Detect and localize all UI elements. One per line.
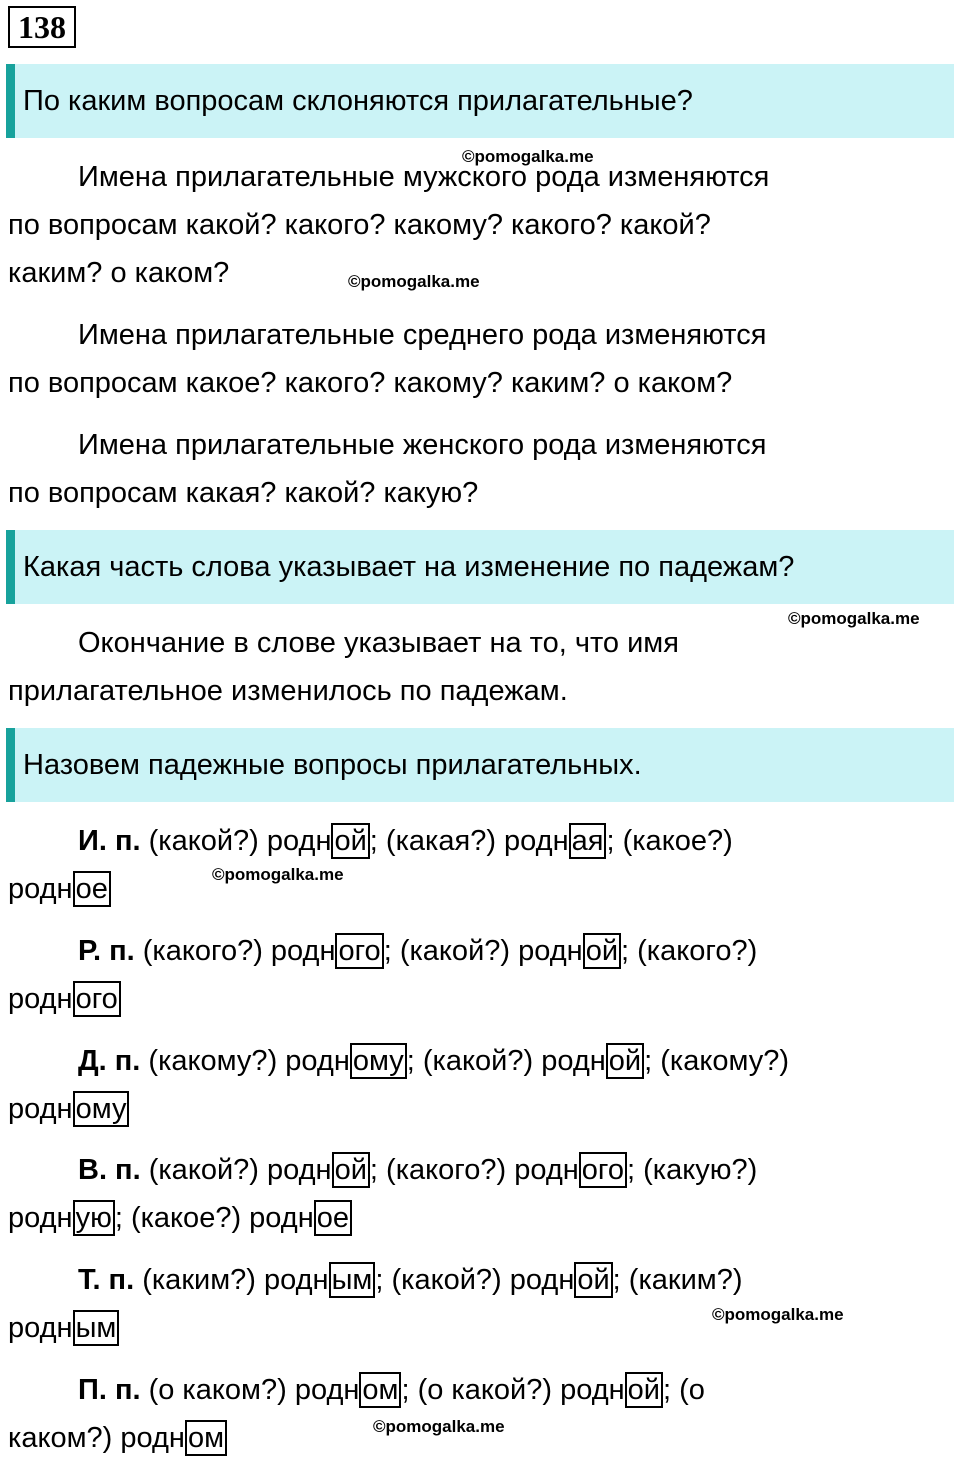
text-line: Имена прилагательные женского рода изменяются	[78, 429, 767, 461]
text-line: И. п. (какой?) родн ой ; (какая?) родн ая ; (какое?)	[78, 825, 733, 857]
ending-box: ым	[73, 1310, 120, 1346]
question-2-banner: Какая часть слова указывает на изменение по падежам?	[6, 530, 954, 604]
ending-box: ой	[625, 1372, 663, 1408]
ending-box: ое	[314, 1200, 352, 1236]
question-1-banner: По каким вопросам склоняются прилагательные?	[6, 64, 954, 138]
ending-box: ым	[329, 1262, 376, 1298]
ending-box: ой	[331, 823, 369, 859]
case-accusative	[8, 1146, 948, 1242]
text-line: по вопросам какая? какой? какую?	[8, 477, 479, 509]
ending-box: ой	[574, 1262, 612, 1298]
ending-box: ую	[73, 1200, 115, 1236]
case-instrumental	[8, 1256, 948, 1352]
text-line: по вопросам какой? какого? какому? какого? какой?	[8, 209, 711, 241]
case-abbr: Т. п.	[78, 1264, 135, 1296]
text-line: Имена прилагательные среднего рода изменяются	[78, 319, 767, 351]
case-abbr: Д. п.	[78, 1045, 141, 1077]
text-line: Т. п. (каким?) родн ым ; (какой?) родн ой ; (каким?)	[78, 1264, 743, 1296]
watermark: ©pomogalka.me	[462, 147, 594, 166]
text-line: родн ому	[8, 1085, 948, 1133]
ending-box: ой	[583, 933, 621, 969]
text-line: родн ое	[8, 865, 948, 913]
text-line: Р. п. (какого?) родн ого ; (какой?) родн ой ; (какого?)	[78, 935, 758, 967]
text-line: П. п. (о каком?) родн ом ; (о какой?) родн ой ; (о	[78, 1374, 705, 1406]
case-genitive	[8, 927, 948, 1023]
ending-box: ом	[359, 1372, 401, 1408]
text-line: Окончание в слове указывает на то, что имя	[78, 627, 679, 659]
case-abbr: И. п.	[78, 825, 141, 857]
case-dative	[8, 1037, 948, 1133]
case-abbr: П. п.	[78, 1374, 141, 1406]
case-nominative	[8, 817, 948, 913]
ending-box: ой	[332, 1152, 370, 1188]
watermark: ©pomogalka.me	[712, 1305, 844, 1324]
answer-1-feminine	[8, 421, 948, 517]
text-line: родн ого	[8, 975, 948, 1023]
q-wrap-end: каком?)	[8, 1422, 113, 1454]
text-line: каком?) родн ом	[8, 1414, 948, 1462]
case-abbr: В. п.	[78, 1154, 141, 1186]
ending-box: ая	[569, 823, 607, 859]
ending-box: ого	[73, 981, 121, 1017]
ending-box: ому	[73, 1091, 130, 1127]
watermark: ©pomogalka.me	[348, 272, 480, 291]
ending-box: ого	[579, 1152, 627, 1188]
ending-box: ое	[73, 871, 111, 907]
text-line: по вопросам какое? какого? какому? каким? о каком?	[8, 367, 733, 399]
task-number: 138	[8, 6, 76, 48]
case-abbr: Р. п.	[78, 935, 135, 967]
question-3-banner: Назовем падежные вопросы прилагательных.	[6, 728, 954, 802]
watermark: ©pomogalka.me	[788, 609, 920, 628]
ending-box: ой	[606, 1043, 644, 1079]
q-wrap-start: (о	[679, 1374, 705, 1406]
ending-box: ом	[185, 1420, 227, 1456]
ending-box: ого	[335, 933, 383, 969]
text-line: Д. п. (какому?) родн ому ; (какой?) родн ой ; (какому?)	[78, 1045, 790, 1077]
answer-1-neuter	[8, 311, 948, 407]
text-line: каким? о каком?	[8, 257, 230, 289]
text-line: прилагательное изменилось по падежам.	[8, 675, 568, 707]
case-prepositional	[8, 1366, 948, 1462]
answer-2	[8, 619, 948, 715]
watermark: ©pomogalka.me	[212, 865, 344, 884]
text-line: Имена прилагательные мужского рода изменяются	[78, 161, 770, 193]
text-line: родн ую ; (какое?) родн ое	[8, 1194, 948, 1242]
text-line: В. п. (какой?) родн ой ; (какого?) родн ого ; (какую?)	[78, 1154, 758, 1186]
watermark: ©pomogalka.me	[373, 1417, 505, 1436]
text-line: родн ым	[8, 1304, 948, 1352]
ending-box: ому	[350, 1043, 407, 1079]
